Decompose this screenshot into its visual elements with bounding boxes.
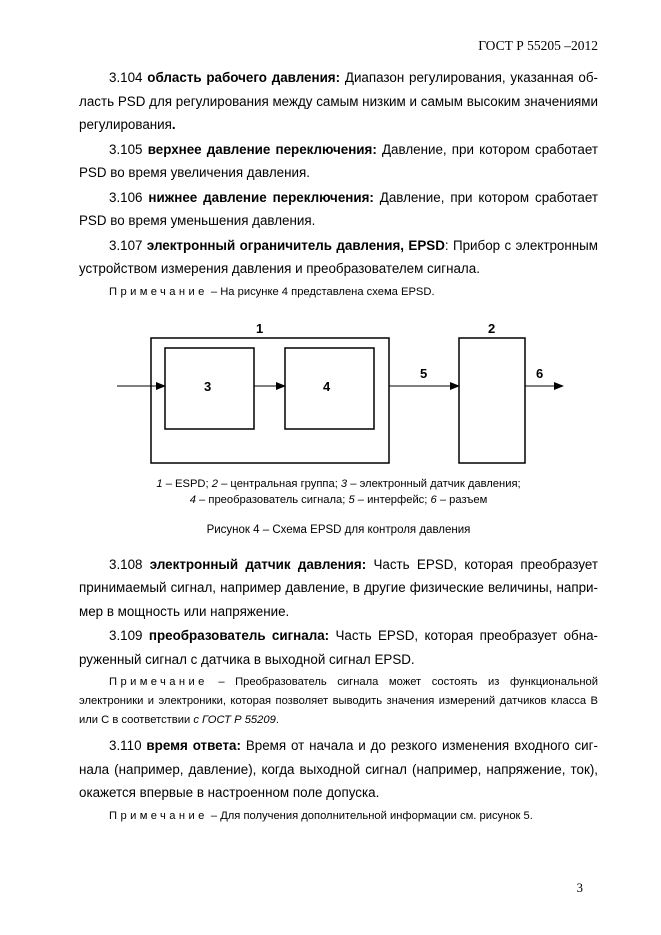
diagram-svg <box>79 314 598 474</box>
term-end: . <box>171 117 176 132</box>
note-3-107 <box>79 283 598 302</box>
legend-key: 5 <box>348 493 355 506</box>
label-4: 4 <box>323 378 331 394</box>
definition: Давление, при котором сработает PSD во время увеличения давления. <box>79 141 598 180</box>
legend-line-1 <box>79 476 598 492</box>
definition: Время от начала и до резкого изменения входного сиг-нала (например, давление), когда выходной сигнал (например, напряжение, ток), окажется впервые в настроенном поле допуска. <box>79 738 598 800</box>
label-1: 1 <box>256 320 264 336</box>
definition: Часть EPSD, которая преобразует принимаемый сигнал, например давление, в другие физические величины, напри-мер в мощность или напряжение. <box>79 556 599 619</box>
legend-key: 4 <box>189 493 196 506</box>
term: преобразователь сигнала: <box>148 628 330 643</box>
figure-legend <box>79 476 598 508</box>
definition: : Прибор с электронным устройством измерения давления и преобразователем сигнала. <box>79 237 598 276</box>
label-2: 2 <box>488 320 496 336</box>
central-group-box <box>151 338 389 463</box>
figure-epsd-diagram <box>79 314 598 474</box>
note-reference: с ГОСТ Р 55209 <box>193 714 276 726</box>
definition: Диапазон регулирования, указанная об-ласть PSD для регулирования между самым низким и самым высоким значениями регулирования <box>79 70 599 132</box>
section-number: 3.104 <box>109 70 148 85</box>
section-3-109 <box>79 624 598 671</box>
definition: Часть EPSD, которая преобразует обна-руженный сигнал с датчика в выходной сигнал EPSD. <box>79 628 598 667</box>
legend-value: – ESPD; <box>162 477 212 490</box>
term: электронный датчик давления: <box>149 556 367 572</box>
legend-value: – разъем <box>436 493 488 506</box>
section-number: 3.109 <box>109 628 149 643</box>
section-3-110 <box>79 734 598 805</box>
definition: Давление, при котором сработает PSD во время уменьшения давления. <box>79 189 598 228</box>
figure-title: Рисунок 4 – Схема EPSD для контроля давления <box>206 523 471 536</box>
section-number: 3.108 <box>109 556 150 572</box>
note-text: – Для получения дополнительной информации см. рисунок 5. <box>207 809 533 822</box>
page-number: 3 <box>576 880 583 895</box>
legend-value: – интерфейс; <box>354 493 431 506</box>
legend-value: – электронный датчик давления; <box>347 477 521 490</box>
section-3-108 <box>79 553 598 624</box>
document-header: ГОСТ Р 55205 –2012 <box>478 38 598 53</box>
note-text: – Преобразователь сигнала может состоять из функциональной электроники и электроники, которая позволяет выводить значения измерений датчиков класса B или C в соответствии <box>79 676 598 726</box>
interface-box <box>459 338 525 463</box>
section-3-106 <box>79 186 598 233</box>
document-body <box>79 66 598 830</box>
legend-value: – центральная группа; <box>217 477 341 490</box>
section-number: 3.107 <box>109 237 147 253</box>
section-3-105 <box>79 138 598 185</box>
section-number: 3.106 <box>109 189 149 205</box>
note-label: Примечание <box>109 676 208 688</box>
label-6: 6 <box>536 365 544 381</box>
legend-value: – преобразователь сигнала; <box>195 493 349 506</box>
note-end: . <box>275 714 279 726</box>
note-label: Примечание <box>109 809 208 822</box>
section-number: 3.105 <box>109 141 148 157</box>
legend-key: 6 <box>430 493 437 506</box>
label-5: 5 <box>420 365 428 381</box>
note-label: Примечание <box>109 285 208 298</box>
label-3: 3 <box>204 378 212 394</box>
note-text: – На рисунке 4 представлена схема EPSD. <box>207 285 435 298</box>
term: нижнее давление переключения: <box>148 189 374 205</box>
term: верхнее давление переключения: <box>147 141 377 157</box>
section-3-107 <box>79 234 598 281</box>
legend-key: 2 <box>211 477 218 490</box>
legend-line-2 <box>79 492 598 508</box>
note-3-110 <box>79 807 598 826</box>
term: область рабочего давления: <box>147 70 341 85</box>
note-3-109 <box>79 673 598 730</box>
legend-key: 3 <box>340 477 348 490</box>
term: время ответа: <box>146 738 241 753</box>
section-3-104 <box>79 66 598 137</box>
term: электронный ограничитель давления, EPSD <box>146 237 445 253</box>
section-number: 3.110 <box>109 738 147 753</box>
legend-key: 1 <box>156 477 163 490</box>
